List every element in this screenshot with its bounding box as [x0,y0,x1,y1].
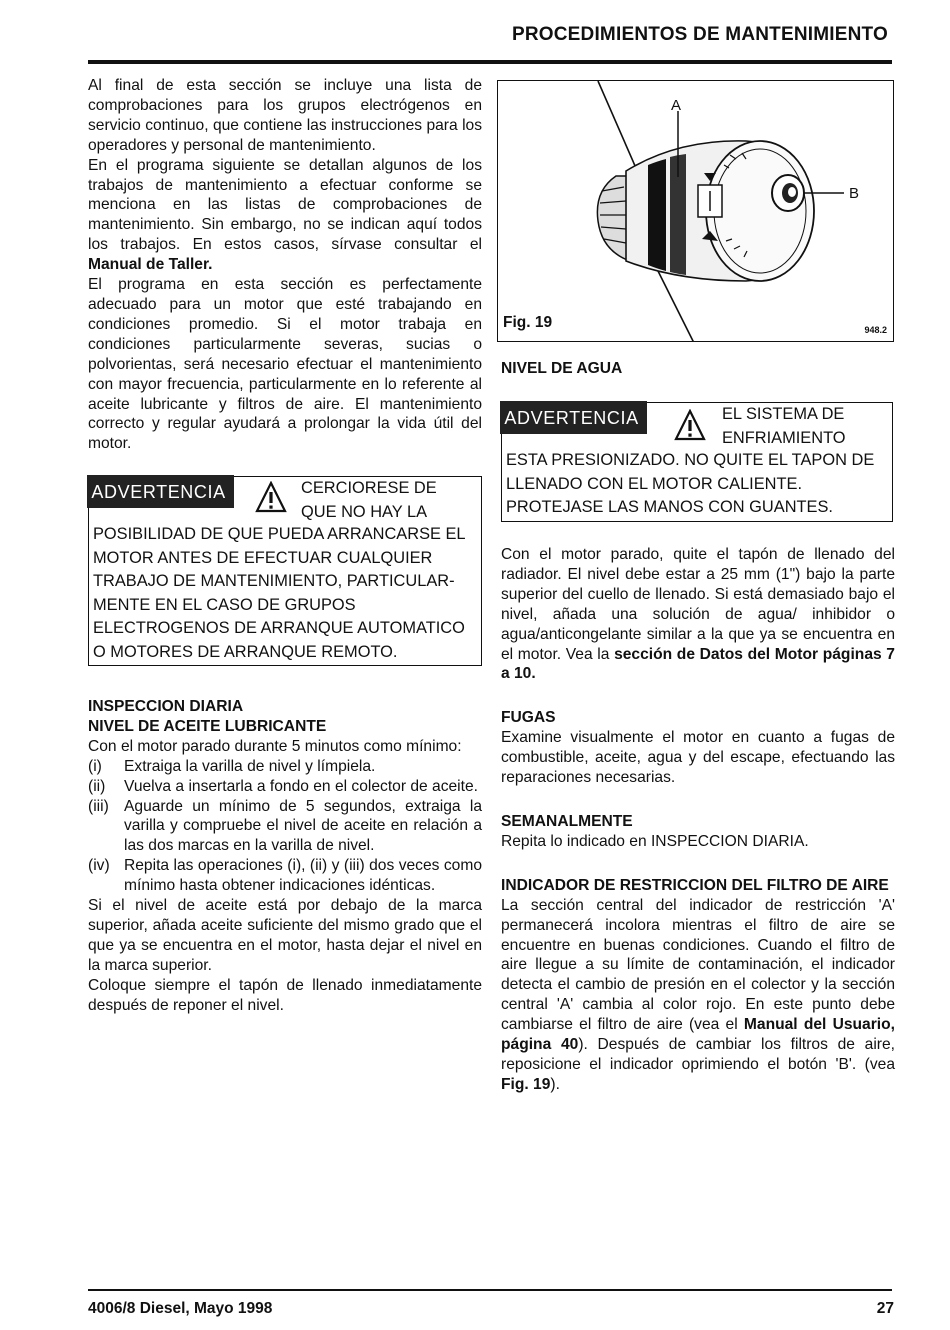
label-a: A [671,97,682,114]
leaks-heading: FUGAS [501,709,556,727]
weekly-paragraph: Repita lo indicado en INSPECCION DIARIA. [501,832,809,850]
right-column-body [501,545,895,1095]
warning-body: ESTA PRESIONIZADO. NO QUITE EL TAPON DE LLENADO CON EL MOTOR CALIENTE. PROTEJASE LAS MANOS CON GUANTES. [506,451,875,516]
list-item: (ii) Vuelva a insertarla a fondo en el colector de aceite. [88,777,478,795]
warning-label: ADVERTENCIA [87,475,233,508]
water-level-heading-block [501,359,895,379]
warning-body: POSIBILIDAD DE QUE PUEDA ARRANCARSE EL MOTOR ANTES DE EFECTUAR CUALQUIER TRABAJO DE MANTENIMIENTO, PARTICULAR- MENTE EN EL CASO DE GRUPOS ELECTROGENOS DE ARRANQUE AUTOMATICO O MOTORES DE ARRANQUE REMOTO. [93,525,466,661]
oil-topup-paragraph: Si el nivel de aceite está por debajo de la marca superior, añada aceite suficiente del mismo grado que el que ya se encuentra en el motor, hasta dejar el nivel en la marca superior. [88,897,482,974]
header-rule [88,60,892,64]
figure-19 [497,80,894,342]
user-manual-ref: Manual del Usuario, página 40 [501,1016,895,1054]
warning-triangle-icon [674,409,706,441]
oil-steps-list [88,757,482,896]
footer-rule [88,1289,892,1291]
intro-paragraph: Al final de esta sección se incluye una lista de comprobaciones para los grupos electrógenos en servicio continuo, que contiene las instrucciones para los operadores y personal de mantenimiento. [88,77,482,154]
page-header-title: PROCEDIMIENTOS DE MANTENIMIENTO [511,24,888,45]
list-item: (iii) Aguarde un mínimo de 5 segundos, extraiga la varilla y compruebe el nivel de aceite en relación a las dos marcas en la varilla de nivel. [88,797,482,855]
workshop-manual-ref: Manual de Taller. [88,256,213,274]
oil-cap-paragraph: Coloque siempre el tapón de llenado inmediatamente después de reponer el nivel. [88,976,482,1014]
figure-code: 948.2 [864,325,887,335]
warning-heading: CERCIORESE DE QUE NO HAY LA [301,479,437,521]
warning-heading: EL SISTEMA DE ENFRIAMIENTO [722,405,846,447]
oil-intro: Con el motor parado durante 5 minutos como mínimo: [88,737,462,755]
left-column [88,76,482,454]
label-b: B [849,185,860,202]
warning-triangle-icon [255,481,287,513]
water-level-heading: NIVEL DE AGUA [501,360,623,377]
filter-indicator-heading: INDICADOR DE RESTRICCION DEL FILTRO DE AIRE [501,876,889,894]
warning-box-cooling [501,402,893,522]
list-item: (iv) Repita las operaciones (i), (ii) y (iii) dos veces como mínimo hasta obtener indicaciones idénticas. [88,857,482,895]
warning-box-start [88,476,482,666]
water-paragraph: Con el motor parado, quite el tapón de llenado del radiador. El nivel debe estar a 25 mm (1") bajo la parte superior del cuello de llenado. Si está demasiado bajo el nivel, añada una solución de agua/ inhibidor o agua/anticongelante similar a la que ya se encuentra en el motor. Vea la sección de Datos del Motor páginas 7 a 10. [501,546,895,683]
figure-caption: Fig. 19 [503,314,553,331]
page-number: 27 [876,1300,894,1317]
air-filter-indicator-illustration [498,81,894,342]
weekly-heading: SEMANALMENTE [501,812,633,830]
filter-indicator-paragraph: La sección central del indicador de restricción 'A' permanecerá incolora mientras el filtro de aire se encuentre en buenas condiciones. Cuando el filtro de aire llegue a su límite de contaminación, el indicador detecta el cambio de presión en el colector y la sección central 'A' cambia al color rojo. En este punto debe cambiarse el filtro de aire (vea el Manual del Usuario, página 40). Después de cambiar los filtros de aire, reposicione el indicador oprimiendo el botón 'B'. (vea Fig. 19). [501,896,895,1093]
footer-edition: 4006/8 Diesel, Mayo 1998 [88,1300,273,1317]
warning-label: ADVERTENCIA [500,401,646,434]
engine-data-ref: sección de Datos del Motor páginas 7 a 10. [501,645,895,683]
oil-level-heading: NIVEL DE ACEITE LUBRICANTE [88,717,327,735]
leaks-paragraph: Examine visualmente el motor en cuanto a fugas de combustible, aceite, agua y del escape, efectuando las reparaciones necesarias. [501,729,895,787]
list-item: (i) Extraiga la varilla de nivel y límpiela. [88,757,376,775]
fig-19-ref: Fig. 19 [501,1075,551,1093]
left-column-daily [88,697,482,1016]
program-paragraph: En el programa siguiente se detallan algunos de los trabajos de mantenimiento a efectuar conforme se menciona en las listas de comprobaciones de mantenimiento. Sin embargo, no se indican aquí todos los trabajos. En estos casos, sírvase consultar el Manual de Taller. [88,156,482,274]
conditions-paragraph: El programa en esta sección es perfectamente adecuado para un motor que esté trabajando en condiciones promedio. Si el motor trabaja en condiciones particularmente severas, sucias o polvorientas, será necesario efectuar el mantenimiento con mayor frecuencia, particularmente en lo referente al aceite lubricante y filtros de aire. El mantenimiento correcto y regular ayudará a prolongar la vida útil del motor. [88,276,482,453]
daily-inspection-heading: INSPECCION DIARIA [88,698,244,715]
